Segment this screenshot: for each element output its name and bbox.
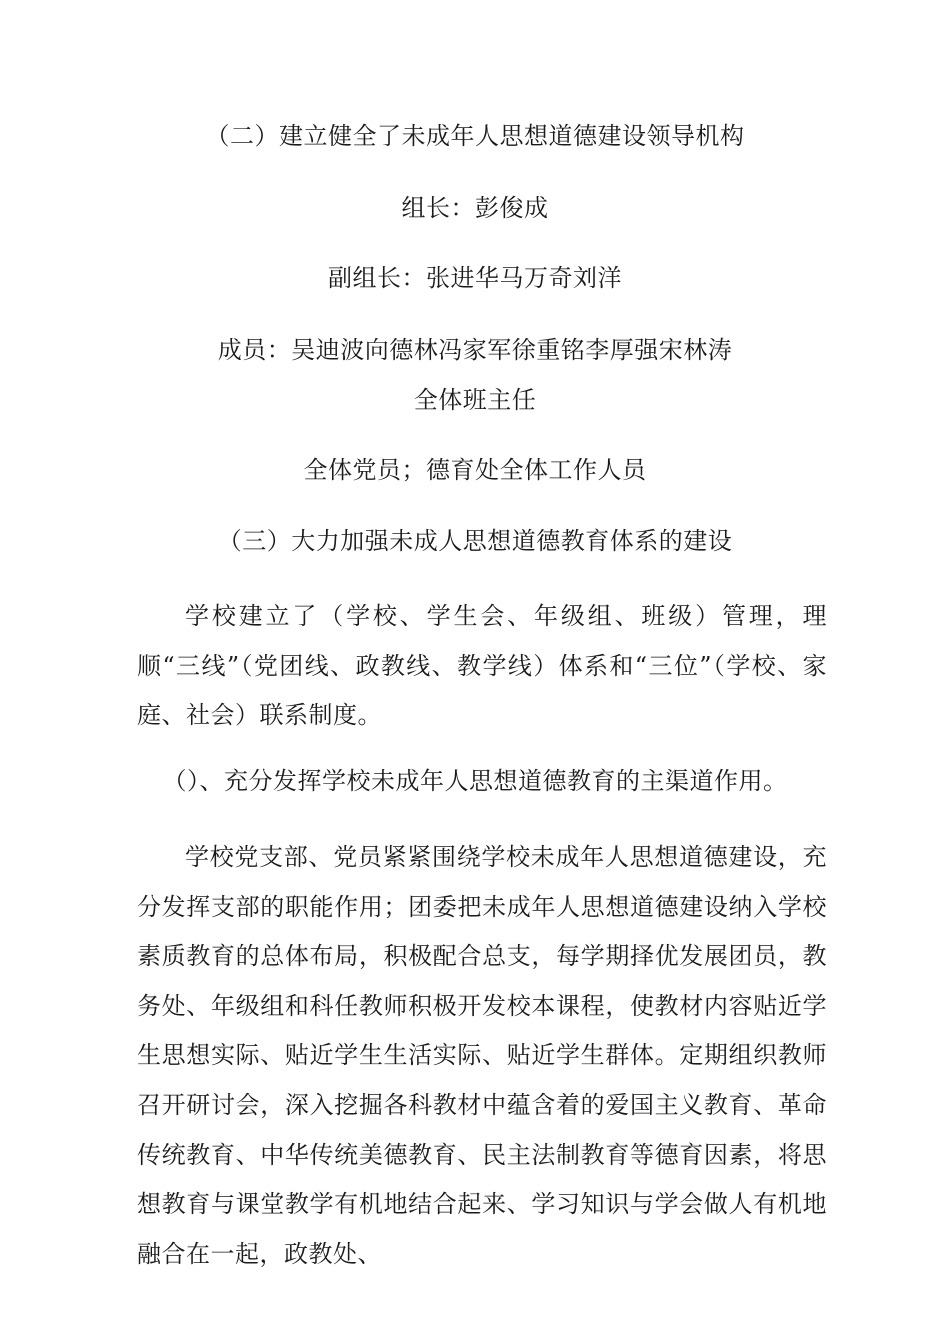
- paragraph-main-channel: 学校党支部、党员紧紧围绕学校未成年人思想道德建设，充分发挥支部的职能作用；团委把未成年人思想道德建设纳入学校素质教育的总体布局，积极配合总支，每学期择优发展团员，教务处、年级组和科任教师积极开发校本课程，使教材内容贴近学生思想实际、贴近学生生活实际、贴近学生群体。定期组织教师召开研讨会，深入挖掘各科教材中蕴含着的爱国主义教育、革命传统教育、中华传统美德教育、民主法制教育等德育因素，将思想教育与课堂教学有机地结合起来、学习知识与学会做人有机地融合在一起，政教处、: [137, 843, 827, 1268]
- deputy-leader-line: 副组长：张进华马万奇刘洋: [328, 264, 622, 292]
- section-heading-3: （三）大力加强未成人思想道德教育体系的建设: [217, 527, 733, 555]
- section-heading-2: （二）建立健全了未成年人思想道德建设领导机构: [205, 122, 745, 150]
- all-members-line: 全体党员；德育处全体工作人员: [303, 456, 647, 484]
- paragraph-management-system: 学校建立了（学校、学生会、年级组、班级）管理，理顺“三线”（党团线、政教线、教学线）体系和“三位”（学校、家庭、社会）联系制度。: [137, 602, 827, 730]
- leader-line: 组长：彭俊成: [401, 194, 549, 222]
- members-line: 成员：吴迪波向德林冯家军徐重铭李厚强宋林涛: [217, 336, 733, 364]
- section-heading-4: （）、充分发挥学校未成年人思想道德教育的主渠道作用。: [162, 767, 788, 795]
- members-continuation-line: 全体班主任: [413, 386, 537, 414]
